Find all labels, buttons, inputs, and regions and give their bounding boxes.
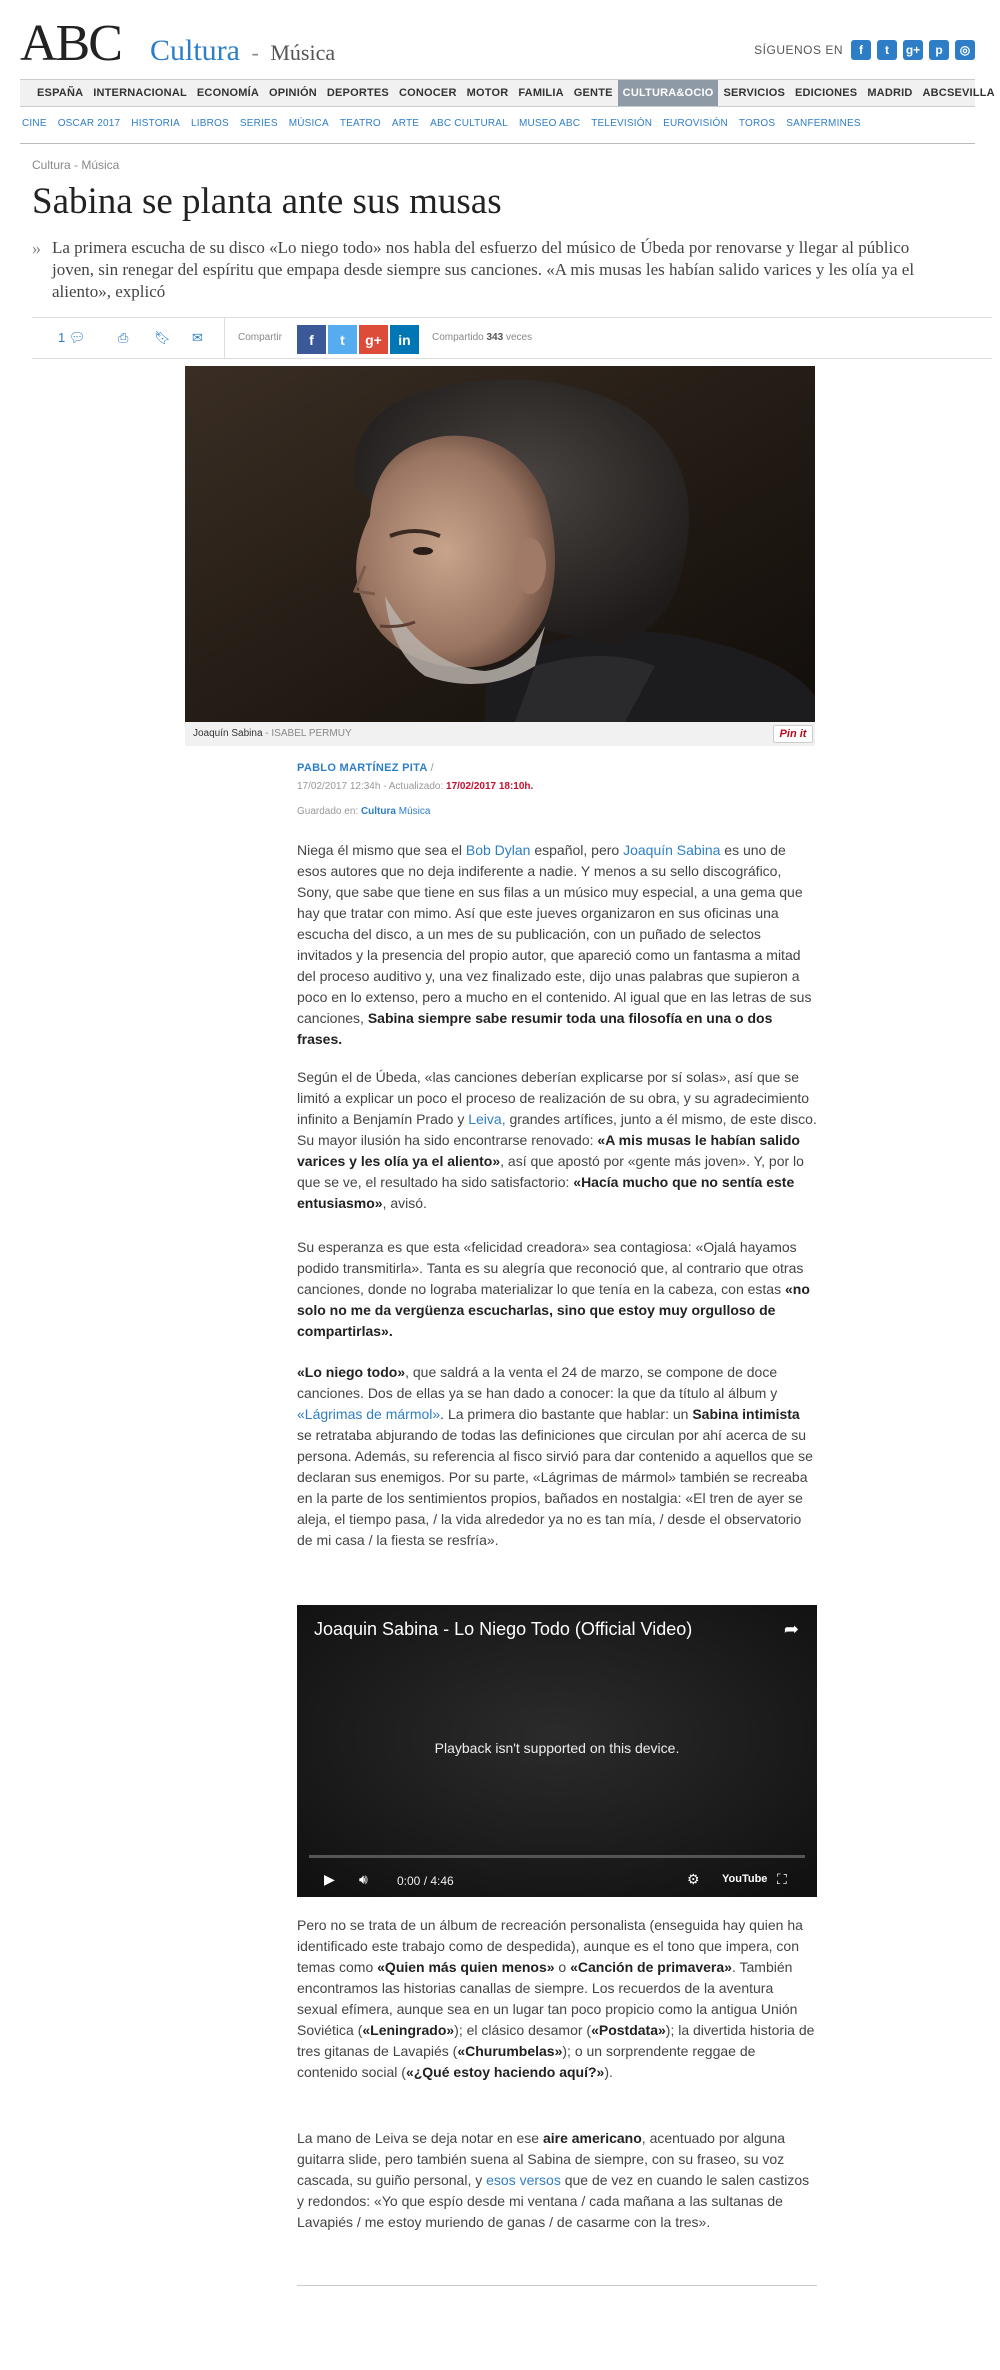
nav-item[interactable]: FAMILIA bbox=[518, 87, 564, 99]
google-plus-icon[interactable]: g+ bbox=[903, 40, 923, 60]
section-title bbox=[150, 34, 335, 68]
bold-text: «Quien más quien menos» bbox=[377, 1959, 555, 1975]
share-facebook-button[interactable]: f bbox=[297, 325, 326, 354]
article-photo bbox=[185, 366, 815, 722]
text: ); la divertida historia de tres gitanas de Lavapiés ( bbox=[297, 2022, 815, 2059]
text: . También encontramos las historias canallas de siempre. Los recuerdos de la aventura sexual efímera, aunque sea en un lugar tan poco propicio como la antigua Unión Soviética ( bbox=[297, 1959, 798, 2038]
playback-message: Playback isn't supported on this device. bbox=[434, 1740, 680, 1756]
subnav-item[interactable]: EUROVISIÓN bbox=[663, 118, 728, 129]
bold-text: Sabina intimista bbox=[692, 1406, 800, 1422]
progress-bar[interactable] bbox=[309, 1855, 805, 1858]
subnav-item[interactable]: SERIES bbox=[239, 118, 278, 129]
subsection-link[interactable]: Música bbox=[270, 40, 336, 65]
text: ); el clásico desamor ( bbox=[454, 2022, 592, 2038]
settings-gear-icon[interactable]: ⚙ bbox=[687, 1871, 700, 1887]
subnav-item[interactable]: TOROS bbox=[738, 118, 776, 129]
section-link[interactable]: Cultura bbox=[150, 34, 240, 67]
text: . La primera dio bastante que hablar: un bbox=[440, 1406, 693, 1422]
nav-item[interactable]: OPINIÓN bbox=[269, 87, 317, 99]
subnav-item[interactable]: OSCAR 2017 bbox=[57, 118, 121, 129]
play-icon[interactable]: ▶ bbox=[324, 1871, 335, 1887]
text: español, pero bbox=[530, 842, 624, 858]
follow-label: SÍGUENOS EN bbox=[754, 43, 843, 57]
pinterest-icon[interactable]: p bbox=[929, 40, 949, 60]
article-tools bbox=[32, 318, 225, 358]
portrait-image bbox=[185, 366, 815, 722]
bold-text: «Lo niego todo» bbox=[297, 1364, 406, 1380]
video-player[interactable] bbox=[297, 1605, 817, 1897]
text: ); o un sorprendente reggae de contenido social ( bbox=[297, 2043, 756, 2080]
volume-icon[interactable]: 🔊︎ bbox=[359, 1871, 368, 1887]
main-nav bbox=[20, 79, 995, 107]
sub-nav bbox=[20, 118, 975, 129]
lagrimas-de-marmol-link[interactable]: «Lágrimas de mármol» bbox=[297, 1406, 441, 1422]
video-controls bbox=[297, 1863, 817, 1897]
share-label: Compartir bbox=[238, 332, 282, 343]
double-chevron-icon: » bbox=[32, 238, 41, 258]
nav-item[interactable]: INTERNACIONAL bbox=[93, 87, 187, 99]
nav-item[interactable]: ECONOMÍA bbox=[196, 87, 259, 99]
dates bbox=[297, 781, 533, 792]
photo-credit: - ISABEL PERMUY bbox=[265, 728, 352, 739]
nav-item[interactable]: CULTURA&OCIO bbox=[618, 80, 719, 106]
subnav-item[interactable]: ABC CULTURAL bbox=[430, 118, 508, 129]
comments-button[interactable] bbox=[58, 330, 85, 346]
article-subtitle bbox=[32, 237, 952, 303]
subnav-item[interactable]: MUSEO ABC bbox=[518, 118, 581, 129]
section-separator: - bbox=[251, 40, 259, 65]
author-separator: / bbox=[430, 762, 434, 774]
subtitle-text: La primera escucha de su disco «Lo niego todo» nos habla del esfuerzo del músico de Úbeda por renovarse y llegar al público joven, sin renegar del espíritu que empapa desde siempre sus canciones. «A mis musas les habían salido varices y les olía ya el aliento», explicó bbox=[52, 238, 915, 301]
paragraph-5 bbox=[297, 1915, 817, 2083]
pin-it-button[interactable]: Pin it bbox=[773, 725, 813, 743]
shared-prefix: Compartido bbox=[432, 332, 484, 343]
subnav-item[interactable]: LIBROS bbox=[190, 118, 229, 129]
published-date: 17/02/2017 12:34h bbox=[297, 781, 381, 792]
saved-in bbox=[297, 806, 430, 817]
site-header bbox=[20, 15, 975, 72]
subnav-item[interactable]: CINE bbox=[22, 118, 47, 129]
share-twitter-button[interactable]: t bbox=[328, 325, 357, 354]
bold-text: «Canción de primavera» bbox=[570, 1959, 732, 1975]
subnav-item[interactable]: ARTE bbox=[391, 118, 420, 129]
author-link[interactable]: PABLO MARTÍNEZ PITA bbox=[297, 762, 428, 774]
abc-logo[interactable]: ABC bbox=[20, 15, 121, 72]
bold-text: «¿Qué estoy haciendo aquí?» bbox=[405, 2064, 605, 2080]
nav-item[interactable]: MOTOR bbox=[466, 87, 509, 99]
text: , acentuado por alguna guitarra slide, pero también suena al Sabina de siempre, con su fraseo, su voz cascada, su guiño personal, y bbox=[297, 2130, 786, 2188]
photo-caption-bar bbox=[185, 722, 815, 746]
share-linkedin-button[interactable]: in bbox=[390, 325, 419, 354]
email-icon[interactable]: ✉ bbox=[192, 330, 203, 345]
text: , así que apostó por «gente más joven». Y, por lo que se ve, el resultado ha sido satisfactorio: bbox=[297, 1153, 804, 1190]
text: La mano de Leiva se deja notar en ese bbox=[297, 2130, 543, 2146]
nav-item[interactable]: EDICIONES bbox=[795, 87, 858, 99]
updated-label: - Actualizado: bbox=[383, 781, 444, 792]
paragraph-1 bbox=[297, 840, 817, 1050]
page-title: Sabina se planta ante sus musas bbox=[32, 181, 502, 222]
text: grandes artífices, junto a él mismo, de este disco. Su mayor ilusión ha sido encontrarse renovado: bbox=[297, 1111, 817, 1148]
text: , avisó. bbox=[382, 1195, 427, 1211]
bold-text: «A mis musas le habían salido varices y les olía ya el aliento» bbox=[297, 1132, 800, 1169]
nav-item[interactable]: CONOCER bbox=[398, 87, 457, 99]
share-bar bbox=[32, 317, 992, 359]
subnav-item[interactable]: TEATRO bbox=[339, 118, 381, 129]
video-title[interactable]: Joaquin Sabina - Lo Niego Todo (Official Video) bbox=[314, 1619, 693, 1639]
paragraph-4 bbox=[297, 1362, 817, 1551]
bold-text: «Leningrado» bbox=[362, 2022, 455, 2038]
subnav-item[interactable]: MÚSICA bbox=[288, 118, 329, 129]
follow-us bbox=[754, 40, 975, 60]
nav-item[interactable]: SERVICIOS bbox=[723, 87, 785, 99]
photo-caption bbox=[193, 728, 352, 739]
share-count bbox=[432, 332, 532, 343]
saved-label: Guardado en: bbox=[297, 806, 359, 817]
print-icon[interactable]: ⎙ bbox=[118, 330, 129, 345]
nav-item[interactable]: GENTE bbox=[573, 87, 613, 99]
joaquin-sabina-link[interactable]: Joaquín Sabina bbox=[623, 842, 721, 858]
paragraph-2 bbox=[297, 1067, 817, 1214]
nav-item[interactable]: MADRID bbox=[867, 87, 913, 99]
text: Según el de Úbeda, «las canciones deberían explicarse por sí solas», así que se limitó a explicar un poco el proceso de realización de su obra, y su agradecimiento infinito a Benjamín Prado y bbox=[297, 1069, 810, 1127]
text: , que saldrá a la venta el 24 de marzo, se compone de doce canciones. Dos de ellas ya se han dado a conocer: la que da título al álbum y bbox=[297, 1364, 778, 1401]
leiva-link[interactable]: Leiva, bbox=[468, 1111, 506, 1127]
divider bbox=[20, 143, 975, 144]
share-google-plus-button[interactable]: g+ bbox=[359, 325, 388, 354]
text: se retrataba abjurando de todas las definiciones que circulan por ahí acerca de su persona. Además, su referencia al fisco sirvió para dar contenido a aquellos que se declaran sus enemigos. Por su parte, «Lágrimas de mármol» también se recreaba en la parte de los sentimientos propios, bañados en nostalgia: «El tren de ayer se aleja, el tiempo pasa, / la vida alrededor ya no es tan mía, / desde el observatorio de mi casa / la fiesta se resfría». bbox=[297, 1427, 813, 1548]
text: que de vez en cuando le salen castizos y redondos: «Yo que espío desde mi ventana / cada mañana a las sultanas de Lavapiés / me estoy muriendo de ganas / de casarme con la tres». bbox=[297, 2172, 810, 2230]
subnav-item[interactable]: TELEVISIÓN bbox=[591, 118, 653, 129]
bold-text: aire americano bbox=[542, 2130, 642, 2146]
subnav-item[interactable]: SANFERMINES bbox=[786, 118, 861, 129]
text: o bbox=[554, 1959, 571, 1975]
instagram-icon[interactable]: ◎ bbox=[955, 40, 975, 60]
breadcrumb[interactable]: Cultura - Música bbox=[32, 158, 120, 172]
video-time: 0:00 / 4:46 bbox=[397, 1874, 454, 1888]
nav-item[interactable]: DEPORTES bbox=[326, 87, 389, 99]
bold-text: «Hacía mucho que no sentía este entusiasmo» bbox=[297, 1174, 795, 1211]
bob-dylan-link[interactable]: Bob Dylan bbox=[465, 842, 531, 858]
shared-suffix: veces bbox=[505, 332, 533, 343]
text: es uno de esos autores que no deja indiferente a nadie. Y menos a su sello discográfico, Sony, que sabe que tiene en sus filas a un músico muy especial, a una gema que hay que tratar con mimo. Así que este jueves organizaron en sus oficinas una escucha del disco, a un mes de su publicación, con un puñado de selectos invitados y la presencia del propio autor, que apareció como un fantasma a mitad del proceso auditivo y, una vez finalizado este, dijo unas palabras que supieron a poco en lo extenso, pero a mucho en el contenido. Al igual que en las letras de sus canciones, bbox=[297, 842, 812, 1026]
paragraph-6 bbox=[297, 2128, 817, 2233]
nav-item[interactable]: ABCSEVILLA bbox=[922, 87, 995, 99]
subnav-item[interactable]: HISTORIA bbox=[131, 118, 180, 129]
text: Pero no se trata de un álbum de recreación personalista (enseguida hay quien ha identificado este trabajo como de despedida), aunque es el tono que impera, con temas como bbox=[297, 1917, 803, 1975]
bookmark-icon[interactable]: 🔖︎ bbox=[154, 330, 171, 345]
twitter-icon[interactable]: t bbox=[877, 40, 897, 60]
bold-text: Sabina siempre sabe resumir toda una filosofía en una o dos frases. bbox=[297, 1010, 773, 1047]
fullscreen-icon[interactable]: ⛶ bbox=[777, 1871, 787, 1887]
text: ). bbox=[604, 2064, 613, 2080]
share-icon[interactable]: ➦ bbox=[783, 1619, 799, 1639]
comments-count: 1 bbox=[58, 330, 66, 345]
facebook-icon[interactable]: f bbox=[851, 40, 871, 60]
bold-text: «Churumbelas» bbox=[457, 2043, 563, 2059]
article-end-divider bbox=[297, 2285, 817, 2286]
text: Su esperanza es que esta «felicidad creadora» sea contagiosa: «Ojalá hayamos podido transmitirla». Tanta es su alegría que reconoció que, al contrario que otras canciones, donde no lograba materializar lo que tenía en la cabeza, con estas bbox=[297, 1239, 804, 1297]
text: Niega él mismo que sea el bbox=[297, 842, 466, 858]
paragraph-3 bbox=[297, 1237, 817, 1342]
byline bbox=[297, 762, 434, 774]
bold-text: «Postdata» bbox=[591, 2022, 666, 2038]
youtube-logo[interactable]: YouTube bbox=[722, 1873, 768, 1885]
comment-bubble-icon: 💬︎ bbox=[68, 330, 86, 345]
bold-text: «no solo no me da vergüenza escucharlas, sino que estoy muy orgulloso de compartirlas». bbox=[297, 1281, 810, 1339]
esos-versos-link[interactable]: esos versos bbox=[486, 2172, 561, 2188]
caption-text: Joaquín Sabina bbox=[193, 728, 263, 739]
saved-section-link[interactable]: Cultura bbox=[360, 806, 396, 817]
nav-item[interactable]: ESPAÑA bbox=[37, 87, 84, 99]
shared-count: 343 bbox=[486, 332, 504, 343]
updated-date: 17/02/2017 18:10h. bbox=[446, 781, 534, 792]
saved-subsection-link[interactable]: Música bbox=[398, 806, 431, 817]
